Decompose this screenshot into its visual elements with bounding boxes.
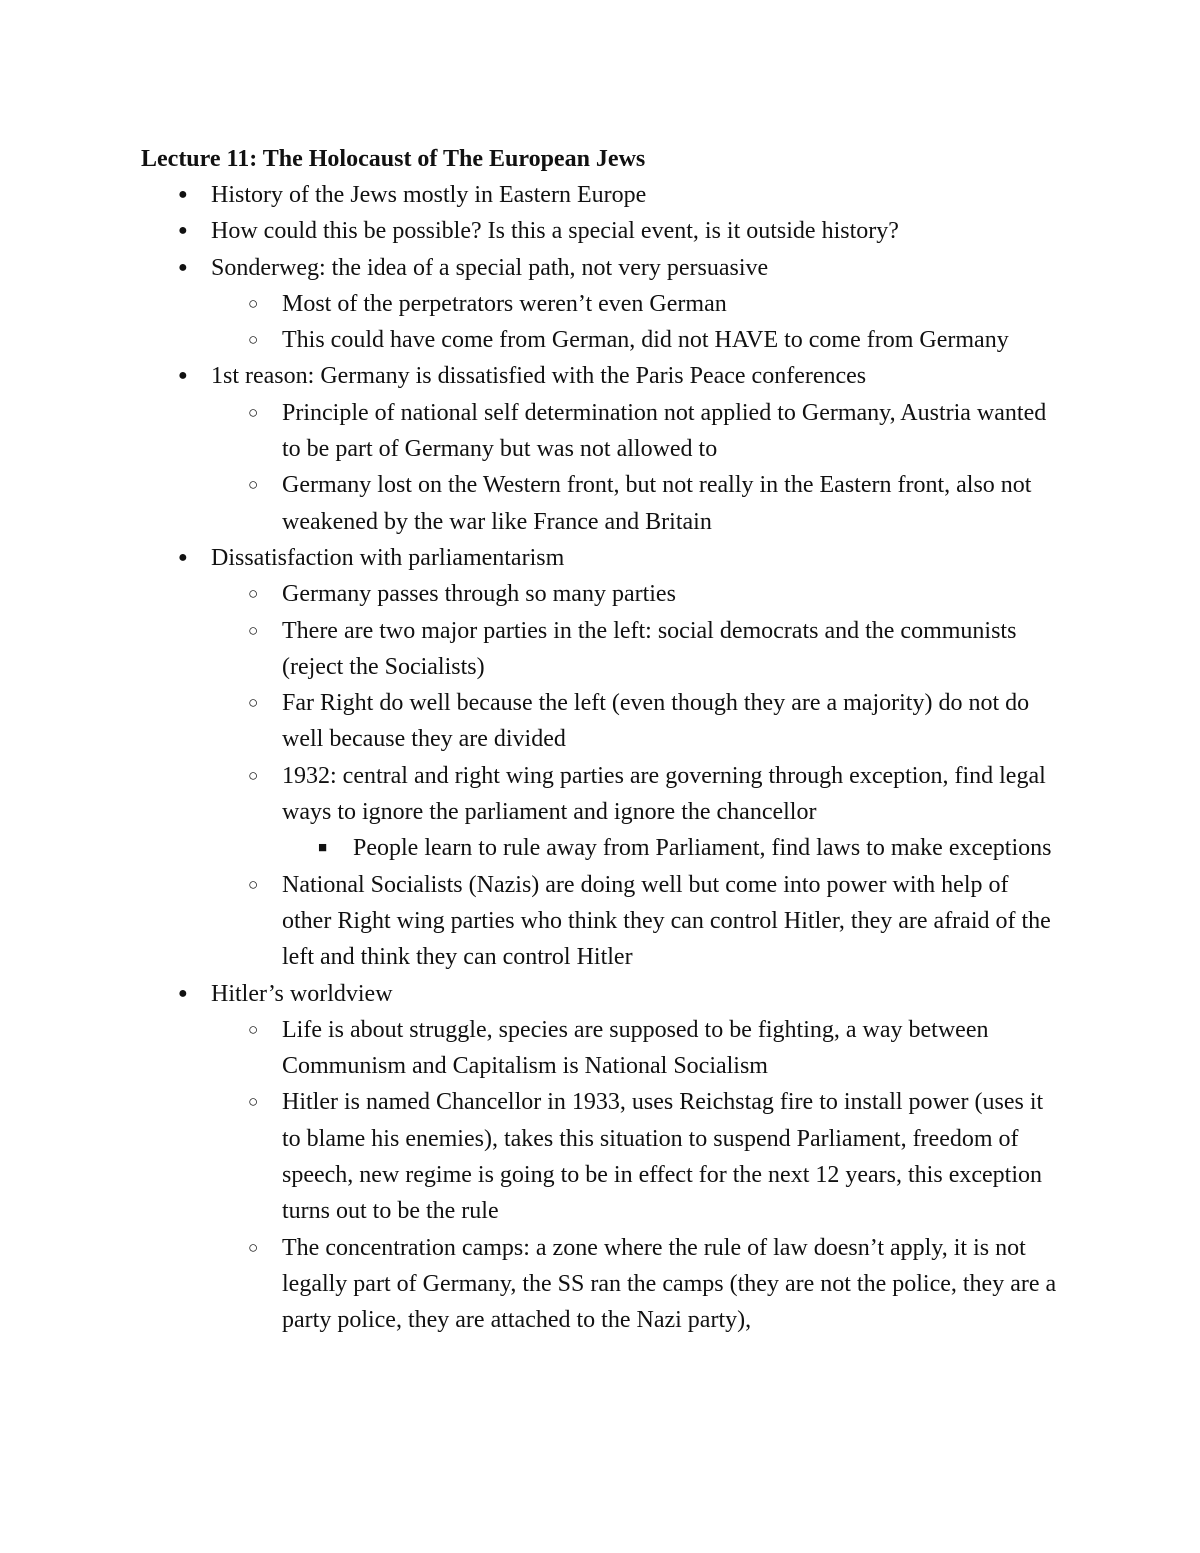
note-text: There are two major parties in the left: social democrats and the communists (reject the Socialists) — [282, 617, 1017, 680]
note-item-level-1 — [0, 976, 1061, 1012]
note-text: The concentration camps: a zone where the rule of law doesn’t apply, it is not legally part of Germany, the SS ran the camps (they are not the police, they are a party police, they are attached to the Nazi party), — [282, 1234, 1057, 1334]
note-text: Far Right do well because the left (even though they are a majority) do not do well because they are divided — [282, 690, 1030, 753]
square-bullet-icon: ■ — [318, 840, 328, 857]
note-text: 1st reason: Germany is dissatisfied with the Paris Peace conferences — [211, 363, 867, 390]
filled-circle-bullet-icon: ● — [178, 984, 188, 1002]
notes-list — [0, 177, 1200, 1339]
note-text: Germany passes through so many parties — [282, 581, 676, 608]
hollow-circle-bullet-icon: ○ — [248, 874, 259, 894]
hollow-circle-bullet-icon: ○ — [248, 620, 259, 640]
note-item-level-2 — [0, 1012, 1062, 1085]
hollow-circle-bullet-icon: ○ — [248, 293, 259, 313]
note-item-level-3 — [0, 830, 1053, 866]
hollow-circle-bullet-icon: ○ — [248, 1237, 259, 1257]
lecture-title: Lecture 11: The Holocaust of The European Jews — [141, 146, 646, 172]
note-text: Germany lost on the Western front, but not really in the Eastern front, also not weakened by the war like France and Britain — [282, 472, 1032, 535]
hollow-circle-bullet-icon: ○ — [248, 1019, 259, 1039]
hollow-circle-bullet-icon: ○ — [248, 330, 259, 350]
filled-circle-bullet-icon: ● — [178, 222, 188, 240]
note-text: Most of the perpetrators weren’t even German — [282, 290, 727, 317]
note-text: National Socialists (Nazis) are doing well but come into power with help of other Right wing parties who think they can control Hitler, they are afraid of the left and think they can control Hitler — [282, 871, 1051, 971]
note-text: Hitler’s worldview — [211, 980, 393, 1007]
filled-circle-bullet-icon: ● — [178, 367, 188, 385]
hollow-circle-bullet-icon: ○ — [248, 584, 259, 604]
note-item-level-1 — [0, 177, 1061, 213]
note-text: Life is about struggle, species are supposed to be fighting, a way between Communism and Capitalism is National Socialism — [282, 1016, 989, 1080]
note-text: How could this be possible? Is this a special event, is it outside history? — [211, 218, 899, 245]
hollow-circle-bullet-icon: ○ — [248, 475, 259, 495]
note-text: Dissatisfaction with parliamentarism — [211, 544, 565, 571]
note-text: Sonderweg: the idea of a special path, not very persuasive — [211, 254, 769, 281]
note-item-level-2 — [0, 1230, 1062, 1339]
note-item-level-2 — [0, 467, 1062, 540]
note-item-level-2 — [0, 322, 1062, 358]
hollow-circle-bullet-icon: ○ — [248, 1092, 259, 1112]
note-text: People learn to rule away from Parliament, find laws to make exceptions — [353, 835, 1052, 862]
hollow-circle-bullet-icon: ○ — [248, 765, 259, 785]
note-text: This could have come from German, did not HAVE to come from Germany — [282, 327, 1009, 354]
note-item-level-1 — [0, 250, 1061, 286]
note-item-level-2 — [0, 1084, 1062, 1229]
note-item-level-1 — [0, 213, 1061, 249]
note-item-level-2 — [0, 576, 1062, 612]
filled-circle-bullet-icon: ● — [178, 548, 188, 566]
hollow-circle-bullet-icon: ○ — [248, 402, 259, 422]
note-item-level-2 — [0, 867, 1062, 976]
hollow-circle-bullet-icon: ○ — [248, 693, 259, 713]
note-text: Hitler is named Chancellor in 1933, uses Reichstag fire to install power (uses it to blame his enemies), takes this situation to suspend Parliament, freedom of speech, new regime is going to be in effect for the next 12 years, this exception turns out to be the rule — [282, 1089, 1044, 1225]
note-item-level-1 — [0, 540, 1061, 576]
note-item-level-2 — [0, 685, 1062, 758]
note-item-level-2 — [0, 286, 1062, 322]
note-item-level-2 — [0, 395, 1062, 468]
note-text: History of the Jews mostly in Eastern Europe — [211, 182, 647, 208]
note-item-level-1 — [0, 358, 1061, 394]
note-text: 1932: central and right wing parties are governing through exception, find legal ways to ignore the parliament and ignore the chancellor — [282, 762, 1046, 826]
note-item-level-2 — [0, 758, 1062, 831]
note-item-level-2 — [0, 613, 1062, 686]
filled-circle-bullet-icon: ● — [178, 186, 188, 203]
filled-circle-bullet-icon: ● — [178, 258, 188, 276]
note-text: Principle of national self determination not applied to Germany, Austria wanted to be part of Germany but was not allowed to — [282, 399, 1047, 463]
